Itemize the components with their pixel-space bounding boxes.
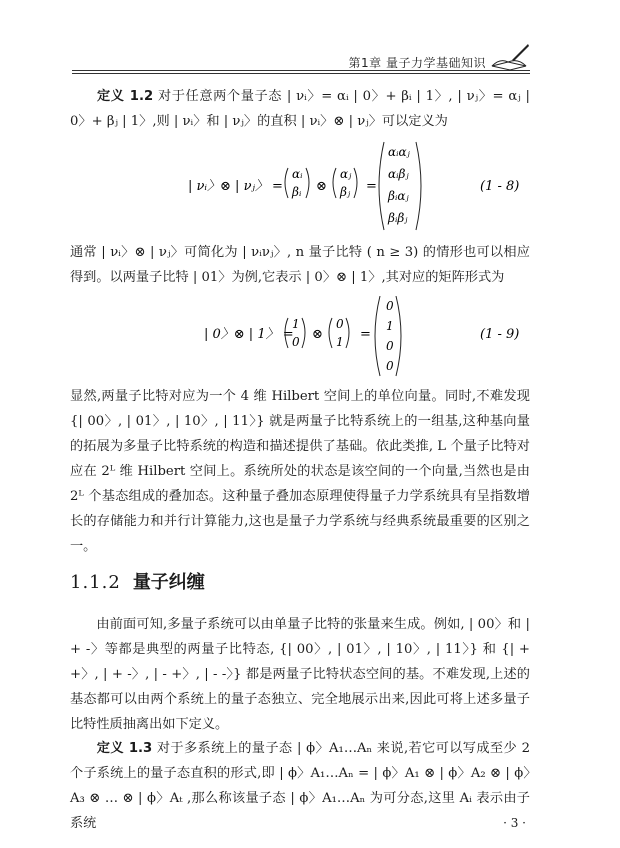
section-heading (70, 568, 530, 598)
vector-entry: βᵢβⱼ (388, 211, 408, 225)
vector-entry: βᵢ (292, 185, 302, 199)
equation-number: (1 - 9) (480, 327, 520, 342)
equals-symbol: = (360, 327, 371, 342)
running-title: 第1章 量子力学基础知识 (348, 56, 486, 70)
definition-1-2 (70, 84, 530, 134)
vector-entry: 0 (386, 339, 394, 353)
vector-entry: 0 (386, 299, 394, 313)
vector-entry: αᵢ (292, 167, 303, 181)
definition-text: 对于多系统上的量子态 | ϕ〉A₁…Aₙ 来说,若它可以写成至少 2 个子系统上的量子态直积的形式,即 | ϕ〉A₁…Aₙ = | ϕ〉A₁ ⊗ | ϕ〉A₂ ⊗ | ϕ〉A₃ ⊗ … ⊗ | ϕ〉Aₜ ,那么称该量子态 | ϕ〉A₁…Aₙ 为可分态,这里 Aᵢ 表示由子系统 (70, 741, 531, 831)
paragraph-2: 通常 | νᵢ〉⊗ | νⱼ〉可简化为 | νᵢνⱼ〉, n 量子比特 ( n ≥ 3) 的情形也可以相应得到。以两量子比特 | 01〉为例,它表示 | 0〉⊗ | 1〉,其对应的矩阵形式为 (70, 245, 530, 285)
definition-text: 对于任意两个量子态 | νᵢ〉= αᵢ | 0〉+ βᵢ | 1〉, | νⱼ〉= αⱼ | 0〉+ βⱼ | 1〉,则 | νᵢ〉和 | νⱼ〉的直积 | νᵢ〉⊗ | νⱼ〉可以定义为 (70, 89, 531, 129)
equation-1-9-graphic (70, 296, 530, 378)
running-header (72, 50, 530, 74)
vector-entry: 1 (386, 319, 394, 333)
equation-1-8-graphic (70, 140, 530, 232)
vector-entry: βⱼ (340, 185, 351, 199)
section-title: 量子纠缠 (132, 572, 205, 593)
definition-label: 定义 1.2 (96, 89, 154, 104)
open-book-with-pen-icon (490, 42, 530, 72)
paragraph-4: 由前面可知,多量子系统可以由单量子比特的张量来生成。例如, | 00〉和 | + -〉等都是典型的两量子比特态, {| 00〉, | 01〉, | 10〉, | 11〉} 和 {| + +〉, | + -〉, | - +〉, | - -〉} 都是两量子比特状态空间的基。不难发现,上述的基态都可以由两个系统上的量子态独立、完全地展示出来,因此可将上述多量子比特性质抽离出如下定义。 (70, 617, 530, 732)
paragraph-3: 显然,两量子比特对应为一个 4 维 Hilbert 空间上的单位向量。同时,不难发现 {| 00〉, | 01〉, | 10〉, | 11〉} 就是两量子比特系统上的一组基,这种基向量的拓展为多量子比特系统的构造和描述提供了基础。依此类推, L 个量子比特对应在 2ᴸ 维 Hilbert 空间上。系统所处的状态是该空间的一个向量,当然也是由 2ᴸ 个基态组成的叠加态。这种量子叠加态原理使得量子力学系统具有呈指数增长的存储能力和并行计算能力,这也是量子力学系统与经典系统最重要的区别之一。 (70, 389, 530, 554)
vector-entry: 1 (292, 317, 300, 331)
equation-1-9 (70, 296, 530, 378)
vector-entry: 1 (336, 335, 344, 349)
equation-lhs: | νᵢ〉⊗ | νⱼ〉 = (188, 179, 283, 194)
header-rule (72, 70, 530, 71)
equation-lhs: | 0〉⊗ | 1〉 = (204, 327, 294, 342)
vector-entry: αᵢβⱼ (388, 167, 409, 181)
section-number: 1.1.2 (70, 572, 121, 593)
tensor-symbol: ⊗ (312, 327, 323, 342)
definition-label: 定义 1.3 (96, 741, 153, 756)
vector-entry: βᵢαⱼ (388, 189, 409, 203)
vector-entry: 0 (336, 317, 344, 331)
equation-1-8 (70, 140, 530, 232)
vector-entry: αⱼ (340, 167, 352, 181)
vector-entry: 0 (386, 359, 394, 373)
tensor-symbol: ⊗ (316, 179, 327, 194)
header-rule-double (72, 73, 530, 74)
definition-1-3 (70, 736, 530, 836)
equation-number: (1 - 8) (480, 179, 520, 194)
vector-entry: 0 (292, 335, 300, 349)
page-number: · 3 · (503, 816, 526, 830)
vector-entry: αᵢαⱼ (388, 145, 410, 159)
equals-symbol: = (366, 179, 377, 194)
